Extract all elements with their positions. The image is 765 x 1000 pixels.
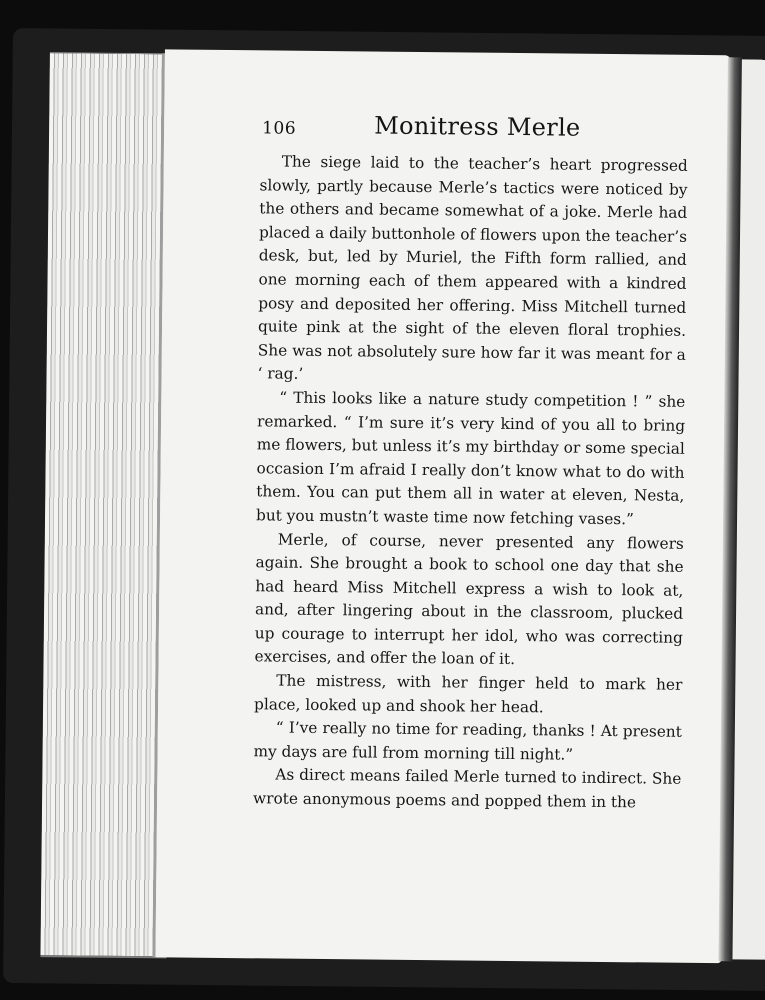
paragraph: Merle, of course, never presented any flowers again. She brought a book to school one day that she had heard Miss Mitchell express a wish to look at, and, after lingering about in the classroom, plucked up courage to interrupt her idol, who was correcting exercises, and offer the loan of it. <box>254 530 684 669</box>
page-number: 106 <box>262 118 297 139</box>
book-page <box>155 49 730 963</box>
paragraph: As direct means failed Merle turned to indirect. She wrote anonymous poems and popped them in the <box>253 765 682 812</box>
paragraph: The mistress, with her finger held to mark her place, looked up and shook her head. <box>254 671 683 716</box>
paragraph: “ This looks like a nature study competition ! ” she remarked. “ I’m sure it’s very kind of you all to bring me flowers, but unless it’s my birthday or some special occasion I’m afraid I really don’t know what to do with them. You can put them all in water at eleven, Nesta, but you mustn’t waste time now fetching vases.” <box>255 388 686 529</box>
page-header <box>262 110 692 147</box>
body-text <box>253 150 688 815</box>
paragraph: The siege laid to the teacher’s heart progressed slowly, partly because Merle’s tactics were noticed by the others and became somewhat of a joke. Merle had placed a daily buttonhole of flowers upon the teacher’s desk, but, led by Muriel, the Fifth form rallied, and one morning each of them appeared with a kindred posy and deposited her offering. Miss Mitchell turned quite pink at the sight of the eleven floral trophies. She was not absolutely sure how far it was meant for a ‘ rag.’ <box>257 152 688 384</box>
running-head-title: Monitress Merle <box>374 111 581 142</box>
open-book <box>28 44 765 972</box>
paragraph: “ I’ve really no time for reading, thanks ! At present my days are full from morning till night.” <box>253 718 682 764</box>
